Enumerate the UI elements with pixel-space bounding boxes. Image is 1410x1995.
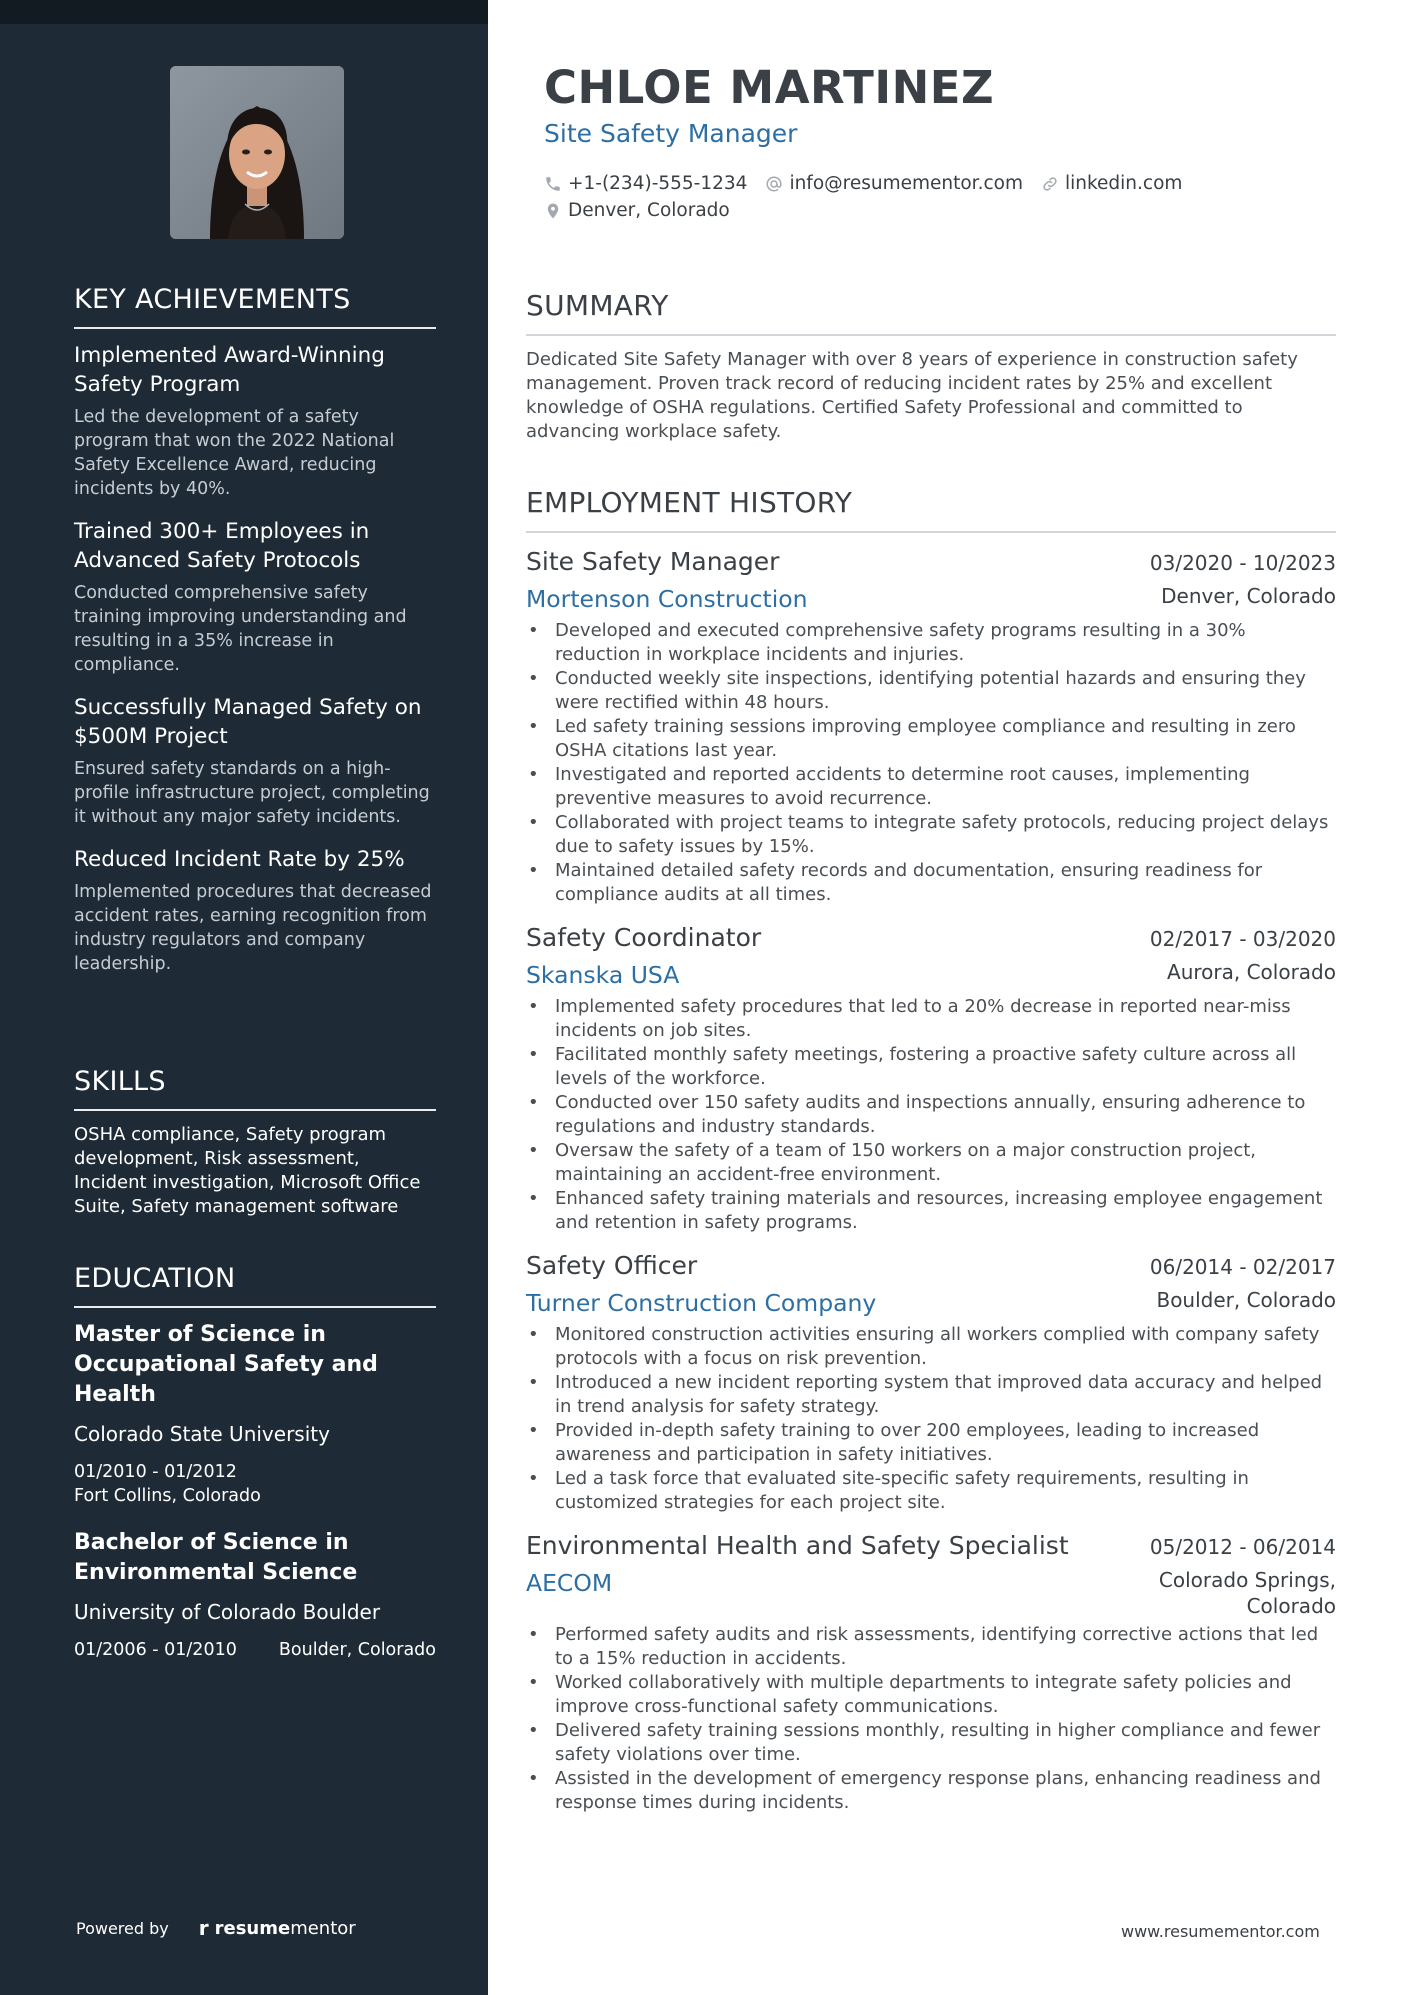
job-location: Denver, Colorado (1161, 584, 1336, 608)
job-location: Colorado Springs, Colorado (1158, 1568, 1336, 1618)
summary-text: Dedicated Site Safety Manager with over 8 years of experience in construction safety management. Proven track record of reducing incident rates by 25% and excellent knowledge of OSHA regulations. Certified Safety Professional and committed to advancing workplace safety. (526, 349, 1298, 442)
job-bullets (526, 619, 1336, 907)
achievement-desc: Ensured safety standards on a high-profile infrastructure project, completing it without any major safety incidents. (74, 759, 430, 827)
job-entry (526, 1529, 1336, 1815)
job-bullet: • Conducted weekly site inspections, identifying potential hazards and ensuring they were rectified within 48 hours. (526, 667, 1336, 715)
job-header (526, 921, 1336, 955)
powered-by-label: Powered by (76, 1918, 169, 1938)
job-bullet: • Maintained detailed safety records and documentation, ensuring readiness for compliance audits at all times. (526, 859, 1336, 907)
job-location: Aurora, Colorado (1167, 960, 1336, 984)
achievement-item (74, 341, 436, 501)
map-pin-icon (544, 202, 562, 220)
achievement-item (74, 693, 436, 829)
job-bullet: • Assisted in the development of emergency response plans, enhancing readiness and response times during incidents. (526, 1767, 1336, 1815)
resume-header (544, 62, 1344, 224)
job-bullets (526, 995, 1336, 1235)
education-dates: 01/2010 - 01/2012 (74, 1462, 237, 1482)
job-company: Mortenson Construction (526, 585, 808, 613)
job-bullets (526, 1623, 1336, 1815)
skills-heading: SKILLS (74, 1066, 436, 1111)
achievement-desc: Conducted comprehensive safety training improving understanding and resulting in a 35% increase in compliance. (74, 583, 407, 675)
job-header (526, 1529, 1336, 1563)
achievement-item (74, 517, 436, 677)
contact-location (544, 200, 730, 221)
job-bullet: • Led a task force that evaluated site-specific safety requirements, resulting in customized strategies for each project site. (526, 1467, 1336, 1515)
education-item (74, 1320, 436, 1508)
education-location: Fort Collins, Colorado (74, 1486, 261, 1506)
job-location: Boulder, Colorado (1156, 1288, 1336, 1312)
job-bullet: • Enhanced safety training materials and resources, increasing employee engagement and retention in safety programs. (526, 1187, 1336, 1235)
job-subheader (526, 1287, 1336, 1319)
job-bullet: • Oversaw the safety of a team of 150 workers on a major construction project, maintaining an accident-free environment. (526, 1139, 1336, 1187)
job-company: AECOM (526, 1569, 613, 1597)
skills-section (74, 1066, 436, 1219)
sidebar-top-strip (0, 0, 488, 24)
job-dates: 06/2014 - 02/2017 (1149, 1255, 1336, 1279)
contact-linkedin[interactable] (1041, 173, 1182, 194)
contact-row (544, 197, 1344, 224)
brand-mark-icon: r (198, 1916, 209, 1940)
education-section (74, 1263, 436, 1682)
achievements-section (74, 284, 436, 992)
summary-section (526, 289, 1336, 444)
job-bullet: • Introduced a new incident reporting system that improved data accuracy and helped in trend analysis for safety strategy. (526, 1371, 1336, 1419)
job-dates: 02/2017 - 03/2020 (1149, 927, 1336, 951)
achievement-title: Implemented Award-Winning Safety Program (74, 343, 385, 397)
achievements-heading: KEY ACHIEVEMENTS (74, 284, 436, 329)
job-bullet: • Provided in-depth safety training to over 200 employees, leading to increased awareness and participation in safety initiatives. (526, 1419, 1336, 1467)
achievement-item (74, 845, 436, 976)
linkedin-text: linkedin.com (1064, 173, 1183, 194)
achievement-title: Trained 300+ Employees in Advanced Safety Protocols (74, 519, 370, 573)
achievement-desc: Implemented procedures that decreased accident rates, earning recognition from industry regulators and company leadership. (74, 882, 432, 974)
job-bullets (526, 1323, 1336, 1515)
job-header (526, 545, 1336, 579)
job-title: Environmental Health and Safety Specialist (526, 1531, 1069, 1560)
job-title: Safety Officer (526, 1251, 698, 1280)
summary-heading: SUMMARY (526, 289, 1336, 336)
education-meta-row (74, 1638, 436, 1662)
job-header (526, 1249, 1336, 1283)
footer-url[interactable]: www.resumementor.com (1121, 1922, 1320, 1941)
job-bullet: • Performed safety audits and risk assessments, identifying corrective actions that led to a 15% reduction in accidents. (526, 1623, 1336, 1671)
job-title: Site Safety Manager (526, 547, 780, 576)
job-subheader (526, 1567, 1336, 1619)
sidebar (0, 0, 488, 1995)
job-bullet: • Collaborated with project teams to integrate safety protocols, reducing project delays due to safety issues by 15%. (526, 811, 1336, 859)
brand-name (215, 1918, 356, 1939)
brand-logo[interactable] (199, 1916, 356, 1940)
job-subheader (526, 959, 1336, 991)
education-item (74, 1528, 436, 1662)
job-bullet: • Led safety training sessions improving employee compliance and resulting in zero OSHA citations last year. (526, 715, 1336, 763)
job-bullet: • Monitored construction activities ensuring all workers complied with company safety protocols with a focus on risk prevention. (526, 1323, 1336, 1371)
job-entry (526, 921, 1336, 1235)
contact-info (544, 170, 1344, 224)
education-school: University of Colorado Boulder (74, 1600, 381, 1624)
job-company: Turner Construction Company (526, 1289, 877, 1317)
phone-text: +1-(234)-555-1234 (568, 173, 748, 194)
job-dates: 03/2020 - 10/2023 (1149, 551, 1336, 575)
brand-name-light: mentor (290, 1917, 356, 1939)
education-degree: Bachelor of Science in Environmental Science (74, 1530, 358, 1585)
education-school: Colorado State University (74, 1422, 330, 1446)
profile-photo (170, 66, 344, 239)
job-bullet: • Delivered safety training sessions monthly, resulting in higher compliance and fewer safety violations over time. (526, 1719, 1336, 1767)
job-bullet: • Investigated and reported accidents to determine root causes, implementing preventive measures to avoid recurrence. (526, 763, 1336, 811)
email-text: info@resumementor.com (789, 173, 1023, 194)
candidate-name: CHLOE MARTINEZ (544, 61, 995, 114)
skills-list: OSHA compliance, Safety program development, Risk assessment, Incident investigation, Microsoft Office Suite, Safety management software (74, 1124, 421, 1217)
job-dates: 05/2012 - 06/2014 (1149, 1535, 1336, 1559)
education-location: Boulder, Colorado (278, 1640, 436, 1660)
job-bullet: • Conducted over 150 safety audits and inspections annually, ensuring adherence to regulations and industry standards. (526, 1091, 1336, 1139)
profile-photo-illustration (170, 66, 344, 239)
education-degree: Master of Science in Occupational Safety and Health (74, 1322, 378, 1407)
job-bullet: • Implemented safety procedures that led to a 20% decrease in reported near-miss incidents on job sites. (526, 995, 1336, 1043)
job-bullet: • Worked collaboratively with multiple departments to integrate safety policies and improve cross-functional safety communications. (526, 1671, 1336, 1719)
job-subheader (526, 583, 1336, 615)
brand-name-bold: resume (214, 1917, 291, 1939)
employment-section (526, 486, 1336, 1829)
achievement-title: Reduced Incident Rate by 25% (74, 847, 405, 872)
location-text: Denver, Colorado (568, 200, 730, 221)
contact-row (544, 170, 1344, 197)
employment-heading: EMPLOYMENT HISTORY (526, 486, 1336, 533)
candidate-title: Site Safety Manager (544, 119, 798, 148)
education-dates: 01/2006 - 01/2010 (74, 1640, 237, 1660)
job-company: Skanska USA (526, 961, 680, 989)
phone-icon (544, 175, 562, 193)
job-bullet: • Facilitated monthly safety meetings, fostering a proactive safety culture across all levels of the workforce. (526, 1043, 1336, 1091)
job-title: Safety Coordinator (526, 923, 762, 952)
powered-by (76, 1916, 356, 1940)
contact-phone[interactable] (544, 173, 747, 194)
at-icon (765, 175, 783, 193)
job-entry (526, 1249, 1336, 1515)
link-icon (1041, 175, 1059, 193)
achievement-title: Successfully Managed Safety on $500M Project (74, 695, 422, 749)
contact-email[interactable] (765, 173, 1023, 194)
job-entry (526, 545, 1336, 907)
education-heading: EDUCATION (74, 1263, 436, 1308)
job-bullet: • Developed and executed comprehensive safety programs resulting in a 30% reduction in workplace incidents and injuries. (526, 619, 1336, 667)
achievement-desc: Led the development of a safety program that won the 2022 National Safety Excellence Award, reducing incidents by 40%. (74, 407, 395, 499)
